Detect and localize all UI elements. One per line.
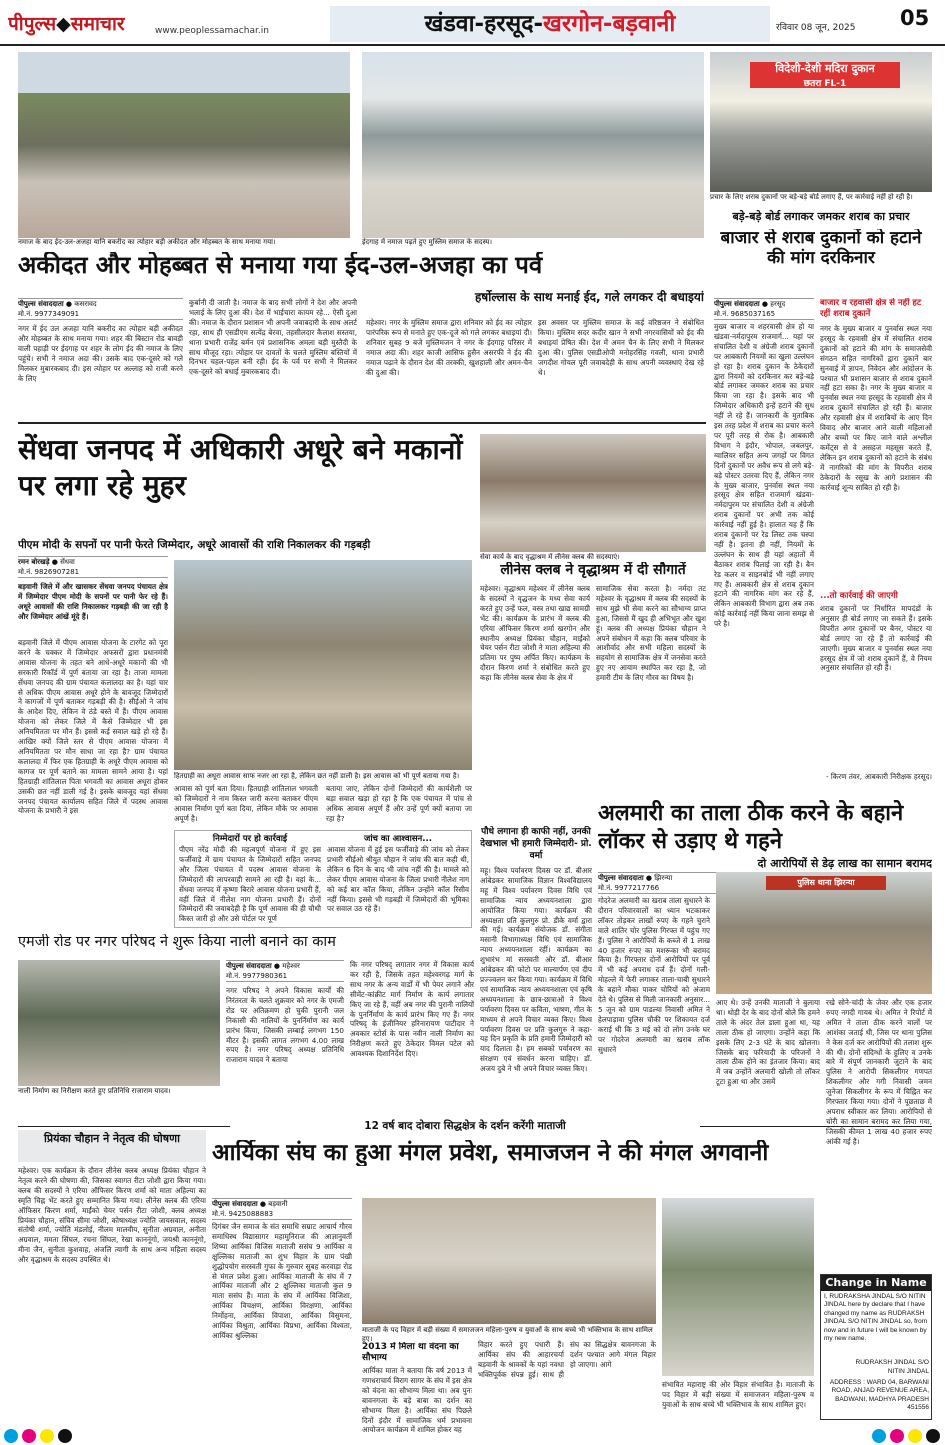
liquor-text-col-3: शराब दुकानों पर निर्धारित मापदंडों के अनुसार ही बोर्ड लगाए जा सकते हैं। इसके विपरीत अगर दुकानों पर बैनर, पोस्टर या बोर्ड लगाए जा रहे हैं तो कार्रवाई की जाएगी। मुख्य बाजार व पुनर्वास स्थल नया हरसूद क्षेत्र में जो शराब दुकानें हैं, वे नियम अनुसार संचालित हो रही हैं।	[820, 604, 932, 673]
aryika-headline: आर्यिका संघ का हुआ मंगल प्रवेश, समाजजन ने की मंगल अगवानी	[212, 1140, 769, 1166]
locker-text-col-2: आए थे। उन्हें उनकी माताजी ने बुलाया था। थोड़ी देर के बाद दोनों बोले कि हमने ताले के अंदर तेल डाला हुआ था, यह ताला ठीक हो जाएगा। उन्होंने कहा कि इसके लिए 2-3 घंटे के बाद खोलना। जिसके बाद फरियादी के परिजनों ने ताला ठीक होने का इंतजार किया। बाद में जब उन्होंने अलमारी खोली तो लॉकर टूटा हुआ था और उसमें	[716, 998, 820, 1087]
priyanka-text: महेश्वर। एक कार्यक्रम के दौरान लीनेस क्लब अध्यक्ष प्रियंका चौहान ने नेतृत्व करने की घोषणा की, जिसका स्वागत रीटा जोशी द्वारा किया गया। क्लब की सदस्यों ने एरिया ऑफिसर किरण शर्मा को माता अहिल्या का स्मृति चिह्न भेंट करते हुए सम्मानित किया गया। लीनेस क्लब की एरिया ऑफिसर किरण शर्मा, माईंको चेयर पर्सन रीटा जोशी, क्लब अध्यक्ष प्रियंका चौहान, संचिव सीमा जोशी, कोषाध्यक्ष ज्योति जायसवाल, सदस्य संतोषी शर्मा, ज्योति मंडलोई, नीलम मालवीय, सुनीता अग्रवाल, अनीता अग्रवाल, ममता सिंघल, रचना सिंघल, रेखा काननूंगो, जयश्री काननूंगो, मीना जैन, सुनीता कुशवाह, अंजलि त्यागी के साथ अन्य महिला सदस्य और वृद्धाश्रम के सदस्य उपस्थित थे।	[18, 1166, 206, 1265]
eid-text-col-2: कुर्बानी दी जाती है। नमाज के बाद सभी लोगों ने देश और अपनी भलाई के लिए दुआ की। देश में भाईचारा कायम रहे... ऐसी दुआ की। नमाज के दौरान प्रशासन भी अपनी जवाबदारी के साथ अलर्ट रहा, साथ ही एसडीएम सत्येंद्र बेरवा, तहसीलदार कैलाश सस्तया, थाना प्रभारी राजेंद्र बर्मन एवं प्रशासनिक अमला बड़ी मुस्तैदी के साथ मौजूद रहा। त्योहार पर दावतों के चलते मुस्लिम बस्तियों में दिनभर चहल-पहल बनी रही। ईद के पर्व पर सभी ने मिलकर एक-दूसरे को बधाई मुबारकबाद दी।	[189, 298, 357, 377]
byline: पीपुल्स संवाददाता ● महेश्वर मो.नं. 9977980361	[226, 960, 344, 982]
police-station-photo	[716, 872, 932, 994]
lions-headline: लीनेस क्लब ने वृद्धाश्रम में दी सौगातें	[500, 562, 686, 578]
ad-signature-name: RUDRAKSH JINDAL S/O	[855, 1359, 929, 1366]
byline: पीपुल्स संवाददाता ● बड़वानी मो.नं. 9425088883	[212, 1198, 352, 1220]
procession-photo	[362, 1198, 656, 1324]
swatch-cyan	[872, 1429, 886, 1443]
ad-address: ADDRESS : WARD 04, BARWANI ROAD, ANJAD REVENUE AREA, BADWANI, MADHYA PRADESH 451556	[829, 1379, 929, 1412]
section-title: खंडवा-हरसूद-खरगोन-बड़वानी	[330, 6, 770, 42]
site-url[interactable]: www.peoplessamachar.in	[155, 26, 269, 36]
swatch-magenta	[22, 1429, 36, 1443]
sendhwa-inset-box	[174, 830, 472, 928]
eid-prayer-photo-1	[18, 52, 350, 238]
sendhwa-headline: सेंधवा जनपद में अधिकारी अधूरे बने मकानों पर लगा रहे मुहर	[18, 433, 463, 502]
sendhwa-text-col-2: आवास को पूर्ण बता दिया। हितग्राही शांतिलाल भगवती को जिम्मेदारों ने नाम किस्त जारी करना बताकर पीएम आवास निर्माण पूर्ण बता दिया, लेकिन मौके पर आवास अपूर्ण है।	[174, 784, 318, 823]
inset-head-2: जांच का आश्वासन...	[364, 834, 432, 844]
liquor-subhead: ...तो कार्रवाई की जाएगी	[820, 591, 898, 601]
aryika-sangh-photo	[662, 1198, 814, 1376]
trees-text: महू। विश्व पर्यावरण दिवस पर डॉ. बीआर आंबेडकर सामाजिक विज्ञान विश्वविद्यालय महू में विश्व पर्यावरण दिवस विधि एवं सामाजिक न्याय अध्ययनशाला द्वारा आयोजित किया गया। कार्यक्रम की अध्यक्षता प्रति कुलगुरु प्रो. डीके वर्मा द्वारा की गई। कार्यक्रम संयोजक डॉ. संगीता मसानी विभागाध्यक्ष विधि एवं सामाजिक न्याय अध्ययनशाला रहीं। कार्यक्रम का शुभारंभ मां सरस्वती और डॉ. बीआर आंबेडकर की फोटो पर माल्यार्पण एवं दीप प्रज्ज्वलन कर किया गया। कार्यक्रम में विधि एवं सामाजिक न्याय अध्ययनशाला एवं कृषि अध्ययनशाला के छात्र-छात्राओं ने विश्व पर्यावरण दिवस पर कविता, भाषण, गीत के माध्यम से अपने विचार व्यक्त किए। विश्व पर्यावरण दिवस पर प्रति कुलगुरु ने कहा- यह दिन प्रकृति के प्रति हमारी जिम्मेदारी को याद दिलाता है। हम सबको पर्यावरण का संरक्षण एवं संवर्धन करना चाहिए। डॉ. अजय दुबे ने भी अपने विचार व्यक्त किए।	[480, 866, 592, 1074]
liquor-quote-by: - किरण तंवर, आबकारी निरीक्षक हरसूद।	[826, 772, 932, 781]
eid-text-col-1: नगर में ईद उल अजहा यानि बकरीद का त्योहार बड़ी अकीदत और मोहब्बत के साथ मनाया गया। शहर की बिस्टान रोड बावड़ी वाली पहाड़ी पर ईदगाह पर शहर के लोग ईद की नमाज के लिए पहुंचे। सभी ने नमाज अदा की। उसके बाद एक-दूसरे को गले मिलकर मुबारकबाद दी। इस त्योहार पर अल्लाह को राजी करने के लिए	[18, 324, 183, 383]
swatch-yellow	[908, 1429, 922, 1443]
liquor-shop-photo	[710, 52, 932, 192]
liquor-text-col-1: मुख्य बाजार व शहरवासी क्षेत्र हो या खंडवा-नर्मदापुरम राजमार्ग... यहां पर संचालित देशी व अंग्रेजी शराब दुकानों पर आबकारी नियमों का खुला उल्लंघन हो रहा है। शराब दुकान के ठेकेदारों द्वारा नियमों को दरकिनार कर बड़े-बड़े बोर्ड लगाकर जमकर शराब का प्रचार किया जा रहा है। इसके बाद भी जिम्मेदार अधिकारी इन्हें हटाने की सुध नहीं ले रहे हैं। जानकारी के मुताबिक इस तरह प्रदेश में शराब का प्रचार करने पर पूरी तरह से रोक है। आबकारी विभाग ने इंदौर, भोपाल, जबलपुर, ग्वालियर सहित अन्य जगहों पर विगत दिनों दुकानों पर अवैध रूप से लगे बड़े-बड़े पोस्टर उतरवा दिए हैं, लेकिन नगर के मुख्य बाजार, पुनर्वास स्थल नया हरसूद क्षेत्र सहित राजमार्ग खंडवा-नर्मदापुरम पर संचालित देशी व अंग्रेजी शराब दुकानों पर अभी तक कोई कार्रवाई नहीं हुई है। हालात यह हैं कि शराब दुकानों पर रेड लिस्ट तक चस्पा नहीं है। इतना ही नहीं, नियमों के उल्लंघन के साथ ही यहां अहातों में बैठाकर शराब पिलाई जा रही है। बैन रेड कलर व साइनबोर्ड भी नहीं लगाए गए हैं। आबकारी क्षेत्र से शराब दुकान हटाने की नागरिक मांग कर रहे हैं, लेकिन आबकारी विभाग द्वारा अब तक कोई कार्रवाई नहीं किया जाना समझ से परे है।	[714, 322, 814, 629]
sendhwa-subheadline: पीएम मोदी के सपनों पर पानी फेरते जिम्मेदार, अधूरे आवासों की राशि निकालकर की गड़बड़ी	[18, 539, 371, 551]
lions-text-col-1: महेश्वर। वृद्धाश्रम महेश्वर में लीनेस क्लब के सदस्यों ने वृद्धजन के मध्य सेवा कार्य करते हुए उन्हें फल, वस्त्र तथा खाद्य सामग्री भेंट की। कार्यक्रम के प्रारंभ में क्लब की एरिया ऑफिसर किरण शर्मा खरगोन और स्थानीय अध्यक्ष प्रियंका चौहान, माईंको चेयर पर्सन रीटा जोशी ने माता अहिल्या की प्रतिमा पर पुष्प अर्पित किए। कार्यक्रम के दौरान किरण शर्मा ने संबोधित करते हुए कहा कि लीनेस क्लब सेवा के क्षेत्र में	[480, 584, 590, 683]
locker-headline: अलमारी का ताला ठीक करने के बहाने लॉकर से उड़ाए थे गहने	[598, 801, 904, 854]
mg-road-text-col-1: नगर परिषद ने अपने विकास कार्यों की निरंतरता के चलते शुक्रवार को नगर के एमजी रोड पर अतिक्रमण हो चुकी पुरानी जल निकासी की नालियों के पुनर्निर्माण का कार्य प्रारंभ किया, जिसकी लम्बाई लगभग 150 मीटर है। इसकी लागत लगभग 4.00 लाख रुपए है। नगर परिषद् अध्यक्ष प्रतिनिधि राजाराम यादव ने बताया	[226, 986, 344, 1065]
ad-body: I, RUDRAKSHA JINDAL S/O NITIN JINDAL here by declare that I have changed my name as RUDRAKSH JINDAL S/O NITIN JINDAL so, from now and in future I will be known by my new name.	[824, 1293, 928, 1343]
divider	[18, 422, 706, 424]
byline: पीपुल्स संवाददाता ● हरसूद मो.नं. 9685037165	[714, 298, 814, 320]
shop-signboard: विदेशी-देशी मदिरा दुकान छतरा FL-1	[750, 62, 900, 88]
aryika-text-col-3: आर्यिका माता ने बताया कि वर्ष 2013 में गणधराचार्य विराग सागर के संघ में इस क्षेत्र को वंदना का सौभाग्य मिला था। अब पुनः बावनगजा के बड़े बाबा का दर्शन का सौभाग्य मिला है। आर्यिका संघ पिछले दिनों इंदौर में सामाजिक धर्म प्रभावना आयोजन कार्यक्रम में शामिल होकर यह	[362, 1366, 472, 1435]
registration-strip	[0, 1428, 945, 1445]
liquor-text-col-2: नगर के मुख्य बाजार व पुनर्वास स्थल नया हरसूद के रहवासी क्षेत्र में संचालित शराब दुकानों को हटाने की मांग के समाजसेवी संगठन सहित नागरिकों द्वारा दुकानें बार सुनवाई में ज्ञापन, निवेदन और आंदोलन के पश्चात भी प्रशासन बाजार से शराब दुकानें नहीं हटा सका है। नगर के मुख्य बाजार व पुनर्वास स्थल नया हरसूद के रहवासी क्षेत्र में शराब दुकानें संचालित हो रही हैं। बाजार और रहवासी क्षेत्र में शराबियों के आए दिन विवाद और बाजार आने वाली महिलाओं और बच्चों पर किए जाने वाले अश्लील कमेंट्स से वे असहज महसूस करते हैं, लेकिन इन शराब दुकानों को हटाने के संबंध में नागरिकों की मांग के विपरीत शराब ठेकेदारों के रसूख के आगे प्रशासन की कार्रवाई शून्य साबित हो रही है।	[820, 324, 932, 492]
aryika-text-col-1: दिगंबर जैन समाज के संत समाधि सम्राट आचार्य गौरव समाधिस्थ विद्यासागर महामुनिराज की आज्ञानुवर्ती शिष्या आर्यिका विजिस माताजी ससंघ 9 आर्यिका व क्षुल्लिका माताजी का शुभ विहार के ग्राम पंखी शुद्धोपयोग सरस्वती गुफा के गुरुवार सुबह करवाड़ा रोड से मंगल प्रवेश हुआ। आर्यिका माताजी के संघ में 7 आर्यिका माताजी और 2 क्षुल्लिका माताजी कुल 9 माता ससंघ हैं। माता के संघ में आर्यिका विजिशा, आर्यिका विचक्षण, आर्यिका विरक्षणा, आर्यिका निर्मोहना, आर्यिका विपाशा, आर्यिका विसुमना, आर्यिका विश्रुता, आर्यिका विप्रभा, आर्यिका विश्वता, आर्यिका श्रुल्लिका	[212, 1222, 352, 1340]
liquor-headline: बाजार से शराब दुकानों को हटाने की मांग दरकिनार	[720, 229, 922, 268]
swatch-yellow	[40, 1429, 54, 1443]
photo-caption: प्रचार के लिए शराब दुकानों पर बड़े-बड़े बोर्ड लगाए हैं, पर कार्रवाई नहीं हो रही है।	[710, 193, 913, 201]
swatch-black	[58, 1429, 72, 1443]
locker-text-col-1: गोदरेज अलमारी का खराब ताला सुधारने के दौरान परिवारवालों का ध्यान भटकाकर लॉकर तोड़कर लाखों रुपए के गहने चुराने वाले शातिर चोर पुलिस गिरफ्त में पहुंच गए हैं। पुलिस ने आरोपियों के कब्जे से 1 लाख 40 हजार रुपए का मशरूका भी बरामद किया है। गिरफ्तार दोनों आरोपियों पर पूर्व में भी कई अपराध दर्ज हैं। दोनों गली-मोहल्ले में फेरी लगाकर ताला-चाबी सुधारने के बहाने मौका पाकर चोरियों को अंजाम देते थे। पुलिस से मिली जानकारी अनुसार... 5 जून को ग्राम पाडल्या निवासी अमित ने हेलपाड़ावा पुलिस चौकी पर शिकायत दर्ज कराई थी कि 3 मई को दो लोग उनके घर पर गोदरेज अलमारी का खराब लॉक सुधारने	[598, 896, 710, 1054]
photo-caption: माताजी के पद विहार में बड़ी संख्या में समाजजन महिला-पुरुष व युवाओं के साथ बच्चे भी भक्तिभाव के साथ शामिल हुए।	[362, 1326, 653, 1343]
sendhwa-lead: बड़वानी जिले में और खासकर सेंधवा जनपद पंचायत क्षेत्र में जिम्मेदार पीएम मोदी के सपनों पर पानी फेर रहे हैं। अधूरे आवासों की राशि निकालकर गड़बड़ी की जा रही है और जिम्मेदार आंखें मूंदे हैं।	[18, 582, 168, 621]
mg-road-headline: एमजी रोड पर नगर परिषद ने शुरू किया नाली बनाने का काम	[18, 934, 336, 950]
lions-club-photo	[480, 434, 706, 552]
mg-road-text-col-2: कि नगर परिषद् लगातार नगर में विकास कार्य कर रही है, जिसके तहत महेश्वरगढ़ मार्ग के साथ नगर के अन्य वार्डों में भी पेयर लगाने और सीमेंट-कांक्रीट मार्ग निर्माण के कार्य लगातार किए जा रहे हैं, वहीं अब नगर की पुरानी नालियों के पुनर्निर्माण के कार्य प्रारंभ किए गए हैं। नगर परिषद् के इंजीनियर हरिनारायण पाटीदार ने अवकार स्टोर्स के पास नवीन नाली निर्माण का निरीक्षण करते हुए ठेकेदार विमल पटेल को आवश्यक दिशानिर्देश दिए।	[350, 960, 474, 1059]
aryika-subhead: 2013 में मिला था वंदना का सौभाग्य	[362, 1342, 459, 1363]
inset-head-1: निम्मेदारों पर हो कार्रवाई	[212, 834, 288, 844]
police-signboard: पुलिस थाना झिरन्या	[766, 876, 886, 890]
lions-text-col-2: सामाजिक सेवा करता है। नर्मदा तट महेश्वर के वृद्धाश्रम में क्लब की सदस्यों के साथ मुझे भी सेवा करने का सौभाग्य प्राप्त हुआ, जिससे मैं खुद ही अभिभूत और खुश हूं। क्लब की अध्यक्ष प्रियंका चौहान ने अपने संबोधन में कहा कि क्लब परिवार के आशीर्वाद और सभी महिला सदस्यों के सहयोग से सामाजिक क्षेत्र में जनसेवा करते हुए नए आयाम स्थापित कर रहा है, जो हमारी टीम के लिए गौरव का विषय है।	[596, 584, 706, 683]
byline: पीपुल्स संवाददाता ● झिरन्या मो.नं. 9977217766	[598, 872, 716, 894]
sendhwa-text-col-1: बड़वानी जिले में पीएम आवास योजना के टारगेट को पूरा करने के चक्कर में जिम्मेदार अफसरों द्वारा प्रधानमंत्री आवास योजना के तहत बने आधे-अधूरे मकानों की भी सरकारी रिकॉर्ड में पूर्ण बताया जा रहा है। ताजा मामला सेंधवा जनपद की ग्राम पंचायत कलालदा का है। यहां चार से अधिक पीएम आवास अधूरे होने के बावजूद जिम्मेदारों ने कागजों में पूर्ण बताकर गड़बड़ी की है। सीईओ ने जांच के आदेश दिए, लेकिन वे ठंडे बस्ते में हैं। पीएम आवास योजना को लेकर जिले में कैसे जिम्मेदार भी इस अनियमितता पर मौन हैं। इससे कई सवाल खड़े हो रहे हैं। आखिर क्यों जिले स्तर से पीएम आवास योजना में अनियमितता पर मौन साधा जा रहा है? ग्राम पंचायत कलालदा में फिर एक हितग्राही के अधूरे पीएम आवास को कागज पर पूर्ण बताने का मामला सामने आया है। यहां हितग्राही शांतिलाल पिता भगवती का आवास अधूरा होकर उसकी छत नहीं डाली गई है। इसके बावजूद यहां सेंधवा जनपद पंचायत कार्यालय सहित जिले में पदस्थ आवास योजना के प्रभारी ने इस	[18, 638, 168, 816]
issue-date: रविवार 08 जून, 2025	[776, 23, 856, 33]
liquor-side-head: बाजार व रहवासी क्षेत्र से नहीं हट रहीं शराब दुकानें	[820, 298, 922, 319]
photo-caption: ईदगाह में नमाज पढ़ते हुए मुस्लिम समाज के सदस्य।	[362, 238, 493, 246]
ad-signature-father: NITIN JINDAL	[887, 1368, 929, 1375]
change-in-name-ad	[820, 1274, 932, 1420]
priyanka-headline: प्रियंका चौहान ने नेतृत्व की घोषणा	[44, 1132, 180, 1145]
incomplete-house-photo	[174, 560, 472, 770]
aryika-kicker: 12 वर्ष बाद दोबारा सिद्धक्षेत्र के दर्शन करेंगी माताजी	[230, 1119, 700, 1133]
aryika-text-col-4: विहार करते हुए पधारी हैं। आर्यिका संघ की आहारचर्या बड़वानी के श्रावकों के यहां नवधा भक्तिपूर्वक संपन्न हुई। साथ ही संघ का सिद्धक्षेत्र बावनगजा के दर्शन पश्चात आगे मंगल विहार हो जाएगा। आगे	[478, 1340, 656, 1379]
inset-text-1: पीएम नरेंद्र मोदी की महत्वपूर्ण योजना में हुए इस फर्जीवाड़े में ग्राम पंचायत के जिम्मेदारों सहित जनपद और जिला पंचायत में पदस्थ आवास योजना के जिम्मेदारों की लापरवाही सामने आ रही है। वहां के... सेंधवा जनपद में कृष्णा बिरारे आवास योजना प्रभारी हैं, वहीं जिले में नीलेश नाग योजना प्रभारी हैं। दोनों जिम्मेदारों की जवाबदेही है कि पूर्ण आवास की ही चौथी किस्त जारी हो और उसे पोर्टल पर पूर्ण	[179, 845, 321, 924]
swatch-magenta	[890, 1429, 904, 1443]
photo-caption: नाली निर्माण का निरीक्षण करते हुए प्रतिनिधि राजाराम यादव।	[18, 1087, 171, 1095]
swatch-black	[926, 1429, 940, 1443]
masthead	[0, 0, 945, 46]
locker-subheadline: दो आरोपियों से डेढ़ लाख का सामान बरामद	[757, 857, 932, 870]
sendhwa-text-col-3: बताया जाए, लेकिन दोनों जिम्मेदारों की कार्यशैली पर बड़ा सवाल खड़ा हो रहा है कि एक पंचायत में पांच से अधिक आवास अपूर्ण हैं और उन्हें पूर्ण क्यों बताया जा रहा है?	[326, 784, 472, 823]
photo-caption: सेवा कार्य के बाद वृद्धाश्रम में लीनेस क्लब की सदस्याएं।	[480, 553, 620, 561]
page-number: 05	[900, 6, 930, 30]
byline: रमन बोरखड़े ● सेंधवा मो.नं. 9826907281	[18, 556, 168, 578]
eid-headline: अकीदत और मोहब्बत से मनाया गया ईद-उल-अजहा का पर्व	[18, 252, 543, 279]
eid-prayer-photo-2	[362, 52, 704, 238]
eid-subheadline: हर्षोल्लास के साथ मनाई ईद, गले लगकर दी बधाइयां	[474, 290, 704, 304]
aryika-text-col-5: संभावित महाराष्ट्र की ओर विहार संभावित है। माताजी के पद विहार में बड़ी संख्या में समाजजन महिला-पुरुष व युवाओं के साथ बच्चे भी भक्तिभाव के साथ शामिल हुए।	[662, 1380, 814, 1409]
byline: पीपुल्स संवाददाता ● कसरावद मो.नं. 9977349091	[18, 298, 183, 320]
photo-caption: हितग्राही का अधूरा आवास साफ नजर आ रहा है, लेकिन छत नहीं डाली है। इस आवास को भी पूर्ण बताया गया है।	[174, 772, 460, 780]
photo-caption: नमाज के बाद ईद-उल-अजहा यानि बकरीद का त्योहार बड़ी अकीदत और मोहब्बत के साथ मनाया गया।	[18, 238, 276, 246]
trees-headline: पौधे लगाना ही काफी नहीं, उनकी देखभाल भी हमारी जिम्मेदारी- प्रो. वर्मा	[480, 827, 592, 861]
swatch-cyan	[4, 1429, 18, 1443]
locker-text-col-3: रखे सोने-चांदी के जेवर और एक हजार रुपए नगदी गायब थे। अमित ने रिपोर्ट में अमित ने ताला ठीक करने वालों पर आशंका जताई थी, जिस पर थाना पुलिस ने केस दर्ज कर आरोपियों की तलाश शुरू की थी। दोनों संदिग्धों के हुलिए व उनके बारे में संपूर्ण जानकारी जुटाने के बाद पुलिस ने आरोपी सिकलीगर गणपत शिकलीगर और गगी निवासी जमन जुनेजा सिकलीगर के रूप में चिह्नित कर गिरफ्तार किया गया। दोनों ने पूछताछ में अपराध स्वीकार कर लिया। आरोपियों से चोरी का सामान बरामद कर लिया गया, जिसकी कीमत 1 लाख 40 हजार रुपए आंकी गई है।	[826, 998, 932, 1146]
drain-work-photo	[18, 960, 220, 1086]
eid-text-col-4: इस अवसर पर मुस्लिम समाज के कई वरिष्ठजन ने संबोधित किया। मुस्लिम सदर कदीर खान ने सभी नगरवासियों को ईद की बधाइयां प्रेषित की। देश में अमन चैन के लिए सभी ने मिलकर दुआ की। पुलिस एसडीओपी मनोहरसिंह गवली, थाना प्रभारी जगदीश गोयल पूरी जवाबदेही के साथ अपनी व्यवस्थाएं देख रहे थे।	[538, 318, 704, 377]
inset-text-2: आवास योजना में हुई इस फर्जीवाड़े की जांच को लेकर प्रभारी सीईओ श्रीयुत चौहान ने जांच की बात कही थी, लेकिन 6 दिन के बाद भी जांच नहीं की है। मामले को लेकर पीएम आवास योजना के जिला प्रभारी नीलेश नाग को कई बार कॉल किया, लेकिन उन्होंने कॉल रिसीव नहीं किया। इससे भी गड़बड़ी में जिम्मेदारों की भूमिका पर सवाल उठ रहे हैं।	[327, 845, 469, 914]
eid-text-col-3: महेश्वर। नगर के मुस्लिम समाज द्वारा शनिवार को ईद का त्योहार पारंपरिक रूप से मनाते हुए एक-दूजे को गले लगकर बधाइयां दी। शनिवार सुबह 9 बजे मुस्लिमजन ने नगर के ईदगाह परिसर में नमाज अदा की। शहर काजी आसिफ हुसैन असरफी ने ईद की नमाज पढ़ाने के दौरान देश की तरक्की, खुशहाली और अमन-चैन की दुआ की।	[366, 318, 532, 377]
ad-title: Change in Name	[821, 1275, 931, 1291]
liquor-kicker: बड़े-बड़े बोर्ड लगाकर जमकर शराब का प्रचार	[732, 210, 910, 223]
priyanka-headline-box	[18, 1130, 206, 1162]
brand-logo: पीपुल्स◆समाचार	[8, 13, 125, 35]
